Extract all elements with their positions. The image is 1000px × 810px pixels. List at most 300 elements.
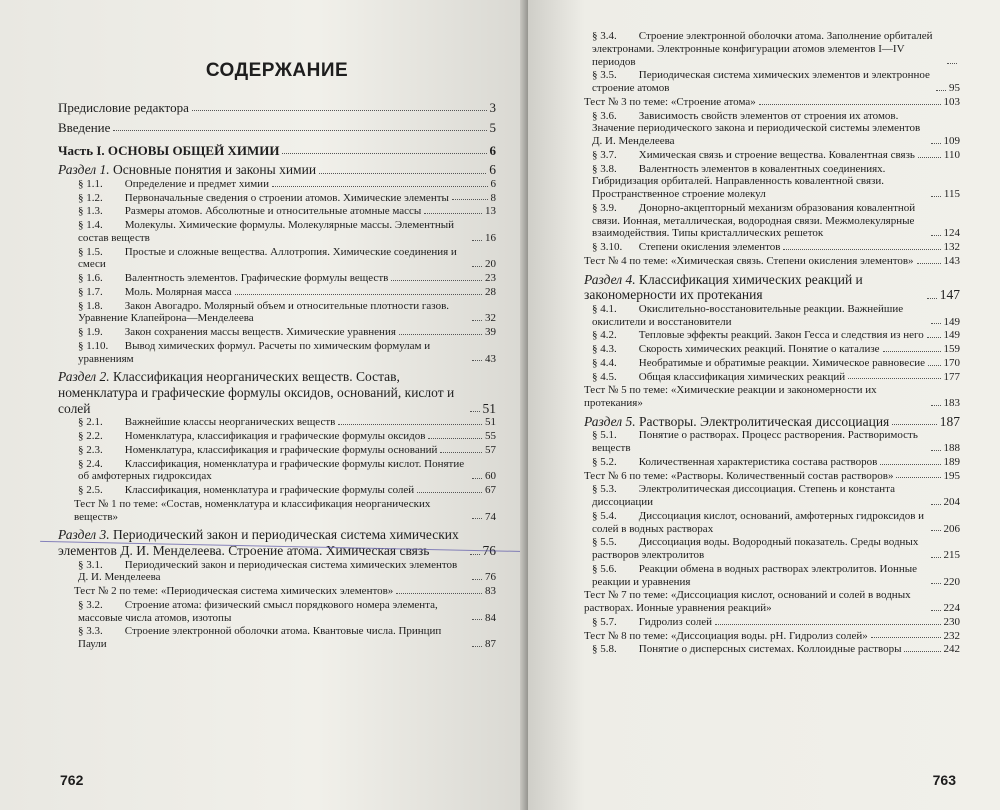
toc-entry-title xyxy=(78,272,388,285)
toc-entry-page: 204 xyxy=(943,496,960,509)
toc-entry-number: § 1.8. xyxy=(78,299,103,312)
toc-entry-number: § 1.10. xyxy=(78,339,109,352)
toc-entry-sub xyxy=(58,246,496,272)
toc-entry-page: 159 xyxy=(943,343,960,356)
toc-entry-sub xyxy=(58,444,496,457)
right-page xyxy=(528,0,1000,810)
toc-entry-title xyxy=(58,120,110,135)
toc-entry-title xyxy=(592,149,915,162)
toc-entry-title xyxy=(592,202,928,240)
toc-leader-dots xyxy=(440,452,482,453)
toc-leader-dots xyxy=(715,624,941,625)
toc-entry-page: 224 xyxy=(943,602,960,615)
toc-entry-text: Строение электронной оболочки атома. Заполнение орбиталей электронами. Электронные конфигурации атомов элементов I—IV периодов xyxy=(592,30,933,68)
toc-entry-sub xyxy=(58,340,496,366)
toc-leader-dots xyxy=(928,365,940,366)
toc-entry-test xyxy=(584,630,960,643)
toc-entry-page: 83 xyxy=(485,585,496,598)
toc-leader-dots xyxy=(931,143,941,144)
toc-entry-text: Донорно-акцепторный механизм образования ковалентной связи. Ионная, металлическая, водородная связи. Межмолекулярные взаимодействия. Типы кристаллических решеток xyxy=(592,201,916,240)
toc-entry-title xyxy=(592,110,928,148)
toc-entry-number: § 5.7. xyxy=(592,615,617,628)
toc-entry-text: Номенклатура, классификация и графические формулы оснований xyxy=(124,443,438,456)
toc-entry-title xyxy=(78,300,469,326)
toc-entry-sub xyxy=(584,343,960,356)
toc-entry-number: § 3.4. xyxy=(592,30,617,42)
toc-entry-sub xyxy=(584,303,960,329)
toc-entry-number: § 1.2. xyxy=(78,191,103,204)
toc-entry-title xyxy=(592,616,712,629)
toc-entry-page: 188 xyxy=(943,442,960,455)
toc-entry-text: Первоначальные сведения о строении атомов. Химические элементы xyxy=(124,191,449,204)
toc-entry-number: § 2.2. xyxy=(78,430,103,443)
toc-entry-number: Раздел 3. xyxy=(58,527,110,543)
toc-entry-title xyxy=(584,470,893,483)
toc-leader-dots xyxy=(931,583,941,584)
toc-entry-number: § 4.1. xyxy=(592,302,617,315)
toc-entry-text: Периодическая система химических элементов и электронное строение атомов xyxy=(592,69,930,94)
toc-entry-title xyxy=(584,589,928,615)
toc-entry-text: Тест № 2 по теме: «Периодическая система химических элементов» xyxy=(74,585,394,598)
toc-entry-title xyxy=(592,357,925,370)
toc-entry-plain xyxy=(58,100,496,115)
toc-entry-title xyxy=(592,241,780,254)
toc-entry-sub xyxy=(58,484,496,497)
toc-leader-dots xyxy=(472,240,482,241)
toc-entry-title xyxy=(78,458,469,484)
toc-entry-text: Классификация, номенклатура и графические формулы солей xyxy=(124,484,415,497)
toc-entry-page: 60 xyxy=(485,470,496,483)
toc-entry-title xyxy=(78,219,469,245)
toc-entry-number: § 5.8. xyxy=(592,643,617,656)
toc-entry-text: Гидролиз солей xyxy=(638,615,712,628)
toc-entry-test xyxy=(584,589,960,615)
toc-entry-text: Тест № 1 по теме: «Состав, номенклатура и классификация неорганических веществ» xyxy=(74,497,431,523)
toc-entry-sub xyxy=(58,272,496,285)
toc-entry-test xyxy=(58,498,496,524)
toc-entry-sub xyxy=(584,329,960,342)
toc-entry-number: § 5.6. xyxy=(592,562,617,575)
toc-entry-text: Классификация, номенклатура и графические формулы кислот. Понятие об амфотерных гидроксидах xyxy=(78,457,465,483)
toc-entry-section xyxy=(584,414,960,430)
toc-entry-number: § 1.4. xyxy=(78,219,103,232)
toc-entry-title xyxy=(78,430,425,443)
toc-leader-dots xyxy=(931,530,941,531)
toc-entry-text: Тест № 3 по теме: «Строение атома» xyxy=(584,95,756,108)
toc-entry-sub xyxy=(58,625,496,651)
toc-entry-sub xyxy=(58,458,496,484)
toc-entry-number: § 5.3. xyxy=(592,483,617,496)
toc-entry-title xyxy=(592,343,880,356)
toc-entry-title xyxy=(592,371,845,384)
toc-entry-text: Реакции обмена в водных растворах электролитов. Ионные реакции и уравнения xyxy=(592,562,918,588)
toc-entry-page: 5 xyxy=(489,120,496,136)
toc-entry-text: Зависимость свойств элементов от строения их атомов. Значение периодического закона и периодической системы элементов Д. И. Менделеева xyxy=(592,109,921,147)
toc-entry-text: Периодический закон и периодическая система химических элементов Д. И. Менделеева xyxy=(78,558,458,584)
toc-entry-text: Тест № 4 по теме: «Химическая связь. Степени окисления элементов» xyxy=(584,254,914,267)
toc-leader-dots xyxy=(417,492,482,493)
toc-entry-page: 87 xyxy=(485,638,496,651)
toc-entry-number: § 1.6. xyxy=(78,272,103,285)
toc-entry-text: Строение атома: физический смысл порядкового номера элемента, массовые числа атомов, изотопы xyxy=(78,598,438,624)
toc-entry-number: § 5.5. xyxy=(592,536,617,549)
toc-entry-page: 84 xyxy=(485,611,496,624)
toc-entry-number: § 4.3. xyxy=(592,343,617,356)
toc-leader-dots xyxy=(936,90,946,91)
toc-entry-title xyxy=(584,384,928,410)
toc-leader-dots xyxy=(272,186,488,187)
toc-entry-title xyxy=(78,286,232,299)
toc-entry-text: Строение электронной оболочки атома. Квантовые числа. Принцип Паули xyxy=(78,625,442,651)
toc-heading: СОДЕРЖАНИЕ xyxy=(205,60,349,81)
toc-leader-dots xyxy=(947,63,957,64)
toc-left xyxy=(58,100,496,651)
toc-entry-number: § 3.10. xyxy=(592,241,623,253)
toc-entry-text: Растворы. Электролитическая диссоциация xyxy=(638,413,890,429)
toc-entry-number: § 2.1. xyxy=(78,416,103,429)
toc-entry-text: Размеры атомов. Абсолютные и относительные атомные массы xyxy=(124,205,422,218)
toc-leader-dots xyxy=(391,280,482,281)
toc-entry-number: Раздел 1. xyxy=(58,162,110,178)
toc-entry-sub xyxy=(58,559,496,585)
toc-entry-number: § 4.4. xyxy=(592,356,617,369)
toc-entry-page: 20 xyxy=(485,258,496,271)
toc-entry-text: Необратимые и обратимые реакции. Химическое равновесие xyxy=(638,356,926,369)
toc-entry-number: Раздел 2. xyxy=(58,369,110,385)
toc-entry-text: Важнейшие классы неорганических веществ xyxy=(124,416,336,429)
toc-entry-page: 232 xyxy=(943,629,960,642)
toc-entry-sub xyxy=(584,643,960,656)
toc-entry-number: § 1.5. xyxy=(78,245,103,258)
toc-entry-page: 76 xyxy=(485,571,496,584)
toc-entry-page: 220 xyxy=(943,575,960,588)
toc-entry-page: 3 xyxy=(489,100,496,115)
toc-leader-dots xyxy=(931,450,941,451)
toc-entry-text: Валентность элементов. Графические формулы веществ xyxy=(124,272,389,285)
toc-entry-page: 16 xyxy=(485,231,496,244)
toc-leader-dots xyxy=(927,298,937,299)
toc-entry-number: § 5.2. xyxy=(592,455,617,468)
toc-entry-page: 143 xyxy=(943,254,960,267)
toc-leader-dots xyxy=(472,266,482,267)
toc-entry-title xyxy=(78,246,469,272)
toc-entry-page: 6 xyxy=(489,143,496,159)
toc-entry-text: Тест № 5 по теме: «Химические реакции и закономерности их протекания» xyxy=(584,384,877,410)
toc-entry-text: Номенклатура, классификация и графические формулы оксидов xyxy=(124,430,426,443)
toc-entry-page: 215 xyxy=(943,549,960,562)
toc-entry-text: Закон сохранения массы веществ. Химические уравнения xyxy=(124,326,396,339)
toc-entry-title xyxy=(78,178,269,191)
toc-entry-sub xyxy=(584,241,960,254)
toc-entry-text: Общая классификация химических реакций xyxy=(638,370,846,383)
toc-leader-dots xyxy=(759,104,941,105)
toc-entry-page: 187 xyxy=(939,413,960,429)
toc-entry-number: § 5.4. xyxy=(592,509,617,522)
toc-entry-title xyxy=(58,100,189,115)
toc-entry-page: 6 xyxy=(489,162,496,178)
toc-entry-page: 189 xyxy=(943,455,960,468)
toc-entry-sub xyxy=(584,563,960,589)
toc-entry-title xyxy=(584,630,868,643)
toc-entry-title xyxy=(78,484,414,497)
toc-entry-sub xyxy=(584,149,960,162)
toc-entry-title xyxy=(592,429,928,455)
toc-entry-test xyxy=(584,96,960,109)
toc-entry-section xyxy=(58,162,496,178)
toc-entry-sub xyxy=(58,326,496,339)
toc-entry-text: Вывод химических формул. Расчеты по химическим формулам и уравнениям xyxy=(78,339,431,365)
toc-leader-dots xyxy=(472,646,482,647)
toc-entry-test xyxy=(584,384,960,410)
toc-entry-page: 242 xyxy=(943,643,960,656)
toc-entry-page: 170 xyxy=(943,356,960,369)
toc-entry-number: § 3.3. xyxy=(78,625,103,638)
toc-entry-text: Классификация неорганических веществ. Состав, номенклатура и графические формулы оксидов, оснований, кислот и солей xyxy=(58,369,455,416)
toc-leader-dots xyxy=(883,351,941,352)
toc-entry-page: 195 xyxy=(943,469,960,482)
toc-entry-sub xyxy=(584,69,960,95)
toc-entry-number: § 3.8. xyxy=(592,162,617,175)
toc-entry-text: Химическая связь и строение вещества. Ковалентная связь xyxy=(638,148,915,161)
toc-leader-dots xyxy=(235,294,482,295)
toc-entry-title xyxy=(78,326,396,339)
toc-entry-sub xyxy=(58,599,496,625)
toc-entry-page: 74 xyxy=(485,510,496,523)
toc-entry-text: Тест № 8 по теме: «Диссоциация воды. рН. Гидролиз солей» xyxy=(584,629,868,642)
toc-entry-title xyxy=(78,559,469,585)
toc-entry-page: 57 xyxy=(485,443,496,456)
toc-leader-dots xyxy=(931,557,941,558)
toc-leader-dots xyxy=(472,320,482,321)
toc-entry-page: 13 xyxy=(485,205,496,218)
toc-entry-text: Закон Авогадро. Молярный объем и относительные плотности газов. Уравнение Клапейрона—Менделеева xyxy=(78,299,450,325)
toc-entry-title xyxy=(78,599,469,625)
toc-entry-section xyxy=(584,272,960,303)
toc-entry-number: § 3.9. xyxy=(592,201,617,214)
page-number-right: 763 xyxy=(932,772,956,788)
toc-leader-dots xyxy=(192,110,487,111)
toc-leader-dots xyxy=(472,360,482,361)
toc-entry-title xyxy=(78,205,421,218)
toc-entry-title xyxy=(592,30,944,68)
toc-entry-page: 39 xyxy=(485,326,496,339)
toc-entry-section xyxy=(58,369,496,416)
toc-entry-number: § 1.1. xyxy=(78,177,103,190)
toc-leader-dots xyxy=(917,263,941,264)
toc-entry-plain xyxy=(58,120,496,135)
toc-entry-sub xyxy=(584,163,960,201)
toc-leader-dots xyxy=(472,518,482,519)
toc-leader-dots xyxy=(319,173,486,174)
toc-entry-page: 230 xyxy=(943,615,960,628)
toc-entry-number: § 4.2. xyxy=(592,329,617,342)
toc-leader-dots xyxy=(338,424,482,425)
toc-entry-title xyxy=(78,192,449,205)
toc-entry-sub xyxy=(584,483,960,509)
toc-entry-title xyxy=(584,96,756,109)
toc-entry-page: 28 xyxy=(485,285,496,298)
toc-entry-number: § 3.7. xyxy=(592,148,617,161)
toc-entry-text: Тест № 7 по теме: «Диссоциация кислот, оснований и солей в водных растворах. Ионные уравнения реакций» xyxy=(584,589,911,615)
toc-entry-number: § 2.4. xyxy=(78,457,103,470)
toc-entry-page: 76 xyxy=(482,543,496,559)
toc-entry-title xyxy=(584,255,914,268)
toc-leader-dots xyxy=(424,213,482,214)
toc-entry-sub xyxy=(584,510,960,536)
toc-entry-test xyxy=(58,585,496,598)
toc-leader-dots xyxy=(931,610,941,611)
toc-leader-dots xyxy=(472,478,482,479)
toc-entry-sub xyxy=(584,536,960,562)
toc-leader-dots xyxy=(931,235,941,236)
toc-entry-sub xyxy=(584,110,960,148)
toc-leader-dots xyxy=(399,334,482,335)
toc-entry-text: Введение xyxy=(58,120,111,136)
toc-leader-dots xyxy=(904,651,940,652)
toc-entry-title xyxy=(78,340,469,366)
toc-entry-title xyxy=(58,369,467,416)
toc-entry-page: 43 xyxy=(485,352,496,365)
toc-entry-text: Понятие о дисперсных системах. Коллоидные растворы xyxy=(638,643,902,656)
toc-leader-dots xyxy=(931,323,941,324)
toc-entry-text: Основные понятия и законы химии xyxy=(112,162,317,178)
toc-entry-number: Раздел 5. xyxy=(584,413,636,429)
toc-entry-page: 115 xyxy=(943,188,960,200)
toc-entry-text: Количественная характеристика состава растворов xyxy=(638,455,878,468)
toc-leader-dots xyxy=(931,405,941,406)
toc-entry-title xyxy=(74,498,469,524)
toc-entry-text: Часть I. ОСНОВЫ ОБЩЕЙ ХИМИИ xyxy=(58,143,280,159)
toc-entry-text: Простые и сложные вещества. Аллотропия. Химические соединения и смеси xyxy=(78,245,457,271)
toc-entry-page: 51 xyxy=(485,416,496,429)
toc-entry-number: § 1.3. xyxy=(78,205,103,218)
toc-entry-text: Предисловие редактора xyxy=(58,100,189,115)
toc-entry-sub xyxy=(584,202,960,240)
toc-entry-number: § 2.3. xyxy=(78,443,103,456)
toc-entry-text: Тепловые эффекты реакций. Закон Гесса и следствия из него xyxy=(638,329,924,342)
toc-entry-title xyxy=(78,625,469,651)
toc-entry-number: § 2.5. xyxy=(78,484,103,497)
toc-leader-dots xyxy=(892,424,936,425)
toc-entry-page: 8 xyxy=(490,191,496,204)
toc-entry-number: Раздел 4. xyxy=(584,271,636,287)
toc-entry-text: Окислительно-восстановительные реакции. Важнейшие окислители и восстановители xyxy=(592,302,904,328)
toc-entry-text: Электролитическая диссоциация. Степень и константа диссоциации xyxy=(592,483,896,509)
toc-entry-test xyxy=(584,255,960,268)
toc-leader-dots xyxy=(918,157,941,158)
toc-entry-text: Степени окисления элементов xyxy=(638,241,781,253)
toc-entry-sub xyxy=(58,192,496,205)
toc-entry-title xyxy=(592,329,924,342)
toc-entry-sub xyxy=(584,371,960,384)
toc-entry-page: 183 xyxy=(943,397,960,410)
toc-entry-text: Периодический закон и периодическая система химических элементов Д. И. Менделеева. Строение атома. Химическая связь xyxy=(58,527,459,559)
toc-entry-sub xyxy=(584,429,960,455)
toc-entry-sub xyxy=(58,286,496,299)
toc-entry-number: § 5.1. xyxy=(592,429,617,442)
toc-entry-title xyxy=(592,510,928,536)
toc-entry-text: Классификация химических реакций и закономерности их протекания xyxy=(584,271,863,303)
page-number-left: 762 xyxy=(60,772,84,788)
toc-entry-sub xyxy=(584,456,960,469)
toc-entry-title xyxy=(592,563,928,589)
toc-entry-page: 103 xyxy=(943,95,960,108)
toc-leader-dots xyxy=(896,477,940,478)
toc-entry-text: Скорость химических реакций. Понятие о катализе xyxy=(638,343,880,356)
toc-entry-text: Тест № 6 по теме: «Растворы. Количественный состав растворов» xyxy=(584,469,894,482)
toc-entry-title xyxy=(592,303,928,329)
toc-entry-page: 32 xyxy=(485,312,496,325)
toc-entry-part xyxy=(58,143,496,158)
toc-entry-text: Понятие о растворах. Процесс растворения. Растворимость веществ xyxy=(592,429,918,455)
toc-leader-dots xyxy=(452,199,488,200)
toc-leader-dots xyxy=(927,337,941,338)
toc-entry-page: 6 xyxy=(490,177,496,190)
toc-leader-dots xyxy=(783,249,940,250)
toc-entry-title xyxy=(78,416,335,429)
toc-entry-number: § 3.6. xyxy=(592,109,617,122)
toc-entry-text: Валентность элементов в ковалентных соединениях. Гибридизация орбиталей. Направленность ковалентной связи. Пространственное строение молекул xyxy=(592,162,886,200)
toc-entry-page: 110 xyxy=(943,148,960,161)
toc-entry-title xyxy=(592,456,877,469)
toc-leader-dots xyxy=(931,196,941,197)
toc-leader-dots xyxy=(472,579,482,580)
toc-entry-title xyxy=(592,643,901,656)
toc-leader-dots xyxy=(470,411,480,412)
toc-entry-test xyxy=(584,470,960,483)
toc-entry-text: Диссоциация кислот, оснований, амфотерных гидроксидов и солей в водных растворах xyxy=(592,509,925,535)
toc-entry-text: Диссоциация воды. Водородный показатель. Среды водных растворов электролитов xyxy=(592,536,919,562)
toc-entry-number: § 3.2. xyxy=(78,598,103,611)
toc-entry-title xyxy=(592,163,928,201)
toc-entry-sub xyxy=(58,430,496,443)
toc-entry-number: § 1.7. xyxy=(78,285,103,298)
toc-entry-title xyxy=(74,585,393,598)
toc-entry-page: 67 xyxy=(485,484,496,497)
toc-entry-number: § 4.5. xyxy=(592,370,617,383)
toc-entry-sub xyxy=(58,205,496,218)
toc-entry-page: 124 xyxy=(943,227,960,240)
toc-entry-number: § 1.9. xyxy=(78,326,103,339)
toc-entry-page: 109 xyxy=(943,135,960,147)
toc-entry-page: 147 xyxy=(939,287,960,303)
toc-entry-page: 51 xyxy=(482,400,496,416)
toc-entry-sub xyxy=(584,30,960,68)
toc-entry-title xyxy=(58,143,279,158)
toc-entry-page: 55 xyxy=(485,430,496,443)
toc-entry-page: 132 xyxy=(943,241,960,253)
toc-leader-dots xyxy=(396,593,482,594)
toc-leader-dots xyxy=(472,619,482,620)
toc-entry-sub xyxy=(584,616,960,629)
toc-entry-sub xyxy=(58,219,496,245)
toc-entry-title xyxy=(592,483,928,509)
toc-leader-dots xyxy=(848,378,940,379)
toc-entry-sub xyxy=(58,300,496,326)
toc-entry-title xyxy=(584,414,889,430)
toc-entry-text: Молекулы. Химические формулы. Молекулярные массы. Элементный состав веществ xyxy=(78,219,455,244)
toc-right xyxy=(584,30,960,656)
toc-entry-title xyxy=(584,272,924,303)
toc-leader-dots xyxy=(880,464,940,465)
toc-entry-page: 23 xyxy=(485,272,496,285)
toc-entry-sub xyxy=(58,416,496,429)
toc-entry-page: 149 xyxy=(943,329,960,342)
toc-leader-dots xyxy=(282,153,486,154)
toc-entry-number: § 3.5. xyxy=(592,69,617,82)
toc-entry-page: 177 xyxy=(943,370,960,383)
toc-leader-dots xyxy=(871,637,941,638)
